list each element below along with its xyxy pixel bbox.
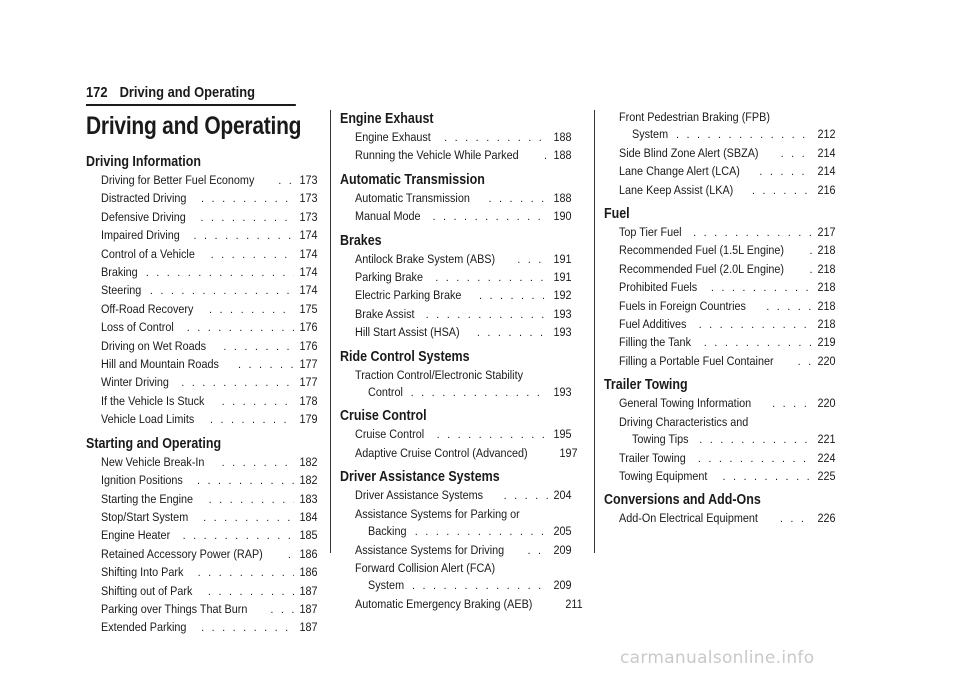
toc-page-number: 191: [553, 251, 572, 266]
toc-entry[interactable]: [604, 298, 836, 316]
dot-leader: [772, 396, 812, 413]
toc-entry-title: Brake Assist: [355, 306, 415, 321]
toc-entry-title: Winter Driving: [101, 375, 169, 390]
toc-entry[interactable]: [86, 564, 318, 582]
dot-leader: [527, 543, 548, 560]
toc-entry-title: Automatic Emergency Braking (AEB): [355, 596, 533, 611]
dot-leader: [759, 164, 812, 181]
toc-entry[interactable]: [86, 264, 318, 282]
toc-entry[interactable]: [340, 208, 572, 226]
toc-page-number: 188: [553, 130, 572, 144]
toc-page-number: 209: [553, 578, 572, 593]
toc-section-heading: Brakes: [340, 232, 382, 249]
toc-entry[interactable]: [604, 468, 836, 486]
dot-leader: [412, 578, 548, 595]
toc-entry-title: Lane Keep Assist (LKA): [619, 182, 734, 197]
toc-entry[interactable]: [604, 334, 836, 352]
dot-leader: [197, 473, 295, 490]
toc-entry-title: Extended Parking: [101, 620, 187, 635]
toc-page-number: 218: [817, 243, 836, 258]
dot-leader: [544, 148, 549, 165]
toc-page-number: 220: [817, 353, 836, 368]
toc-entry[interactable]: [86, 472, 318, 490]
toc-page-number: 193: [553, 306, 572, 321]
dot-leader: [477, 325, 549, 342]
column-divider: [330, 110, 331, 553]
toc-entry-title: Retained Accessory Power (RAP): [101, 546, 263, 561]
dot-leader: [222, 394, 295, 411]
toc-section-heading: Engine Exhaust: [340, 111, 434, 127]
toc-section-heading: Driver Assistance Systems: [340, 469, 500, 486]
toc-entry-title: Traction Control/Electronic Stability: [355, 367, 523, 382]
dot-leader: [810, 262, 813, 279]
toc-entry-title: General Towing Information: [619, 396, 752, 411]
toc-entry-title: Fuel Additives: [619, 317, 687, 332]
dot-leader: [201, 191, 294, 208]
toc-entry-title: Antilock Brake System (ABS): [355, 251, 496, 266]
toc-entry-title: Assistance Systems for Driving: [355, 542, 505, 557]
toc-entry-title: Running the Vehicle While Parked: [355, 148, 519, 163]
toc-entry[interactable]: [604, 109, 836, 145]
toc-page-number: 177: [299, 375, 318, 390]
toc-page-number: 218: [817, 317, 836, 332]
toc-entry[interactable]: [340, 287, 572, 305]
dot-leader: [489, 191, 549, 208]
toc-entry[interactable]: [340, 129, 572, 147]
dot-leader: [752, 183, 813, 200]
toc-entry-title: Driving for Better Fuel Economy: [101, 173, 255, 187]
column-divider: [594, 110, 595, 553]
toc-entry-title-continued: Towing Tips: [632, 432, 689, 447]
toc-entry[interactable]: [86, 411, 318, 429]
dot-leader: [698, 451, 813, 468]
toc-page-number: 187: [299, 620, 318, 635]
dot-leader: [203, 510, 294, 527]
toc-page-number: 179: [299, 412, 318, 427]
toc-entry-title: Recommended Fuel (2.0L Engine): [619, 261, 785, 276]
toc-entry-title-continued: Control: [368, 385, 403, 400]
toc-section: [340, 231, 572, 343]
toc-section: [604, 490, 836, 528]
toc-entry-title: Off-Road Recovery: [101, 301, 194, 316]
toc-entry[interactable]: [86, 393, 318, 411]
toc-entry[interactable]: [86, 338, 318, 356]
toc-section: [340, 109, 572, 166]
toc-entry[interactable]: [86, 282, 318, 300]
dot-leader: [704, 335, 813, 352]
dot-leader: [209, 302, 294, 319]
watermark: carmanualsonline.info: [620, 648, 815, 668]
toc-page-number: 191: [553, 270, 572, 285]
toc-entry-title: Filling the Tank: [619, 335, 691, 350]
toc-page-number: 174: [299, 283, 318, 298]
toc-entry[interactable]: [604, 316, 836, 334]
toc-section-heading: Starting and Operating: [86, 435, 222, 452]
toc-entry-title-continued: System: [632, 127, 669, 142]
toc-entry-title: Manual Mode: [355, 209, 421, 224]
toc-entry[interactable]: [86, 301, 318, 319]
toc-page-number: 221: [817, 432, 836, 447]
toc-section: [604, 109, 836, 200]
toc-entry-title: Engine Heater: [101, 528, 171, 543]
toc-entry-title: Adaptive Cruise Control (Advanced): [355, 445, 528, 460]
toc-entry-title: Cruise Control: [355, 427, 425, 442]
toc-entry-title: Shifting out of Park: [101, 583, 193, 598]
toc-page-number: 173: [299, 209, 318, 224]
toc-entry-title: Stop/Start System: [101, 509, 189, 524]
running-head: [86, 84, 296, 106]
toc-entry[interactable]: [86, 172, 318, 190]
toc-entry[interactable]: [86, 374, 318, 392]
toc-entry[interactable]: [86, 209, 318, 227]
toc-entry[interactable]: [86, 356, 318, 374]
toc-entry[interactable]: [86, 190, 318, 208]
toc-entry[interactable]: [340, 190, 572, 208]
toc-section: [86, 434, 318, 638]
toc-section-heading: Fuel: [604, 206, 630, 223]
dot-leader: [699, 432, 812, 449]
toc-entry[interactable]: [604, 279, 836, 297]
toc-entry[interactable]: [340, 324, 572, 342]
toc-entry[interactable]: [340, 445, 578, 463]
toc-page-number: 174: [299, 265, 318, 280]
toc-entry-title: Fuels in Foreign Countries: [619, 298, 746, 313]
dot-leader: [223, 339, 294, 356]
toc-entry-title: Driving on Wet Roads: [101, 338, 207, 353]
dot-leader: [479, 288, 549, 305]
chapter-title: Driving and Operating: [86, 112, 302, 140]
toc-entry-title: Prohibited Fuels: [619, 280, 698, 295]
toc-section-heading: Driving Information: [86, 154, 202, 170]
toc-page-number: 226: [817, 511, 836, 526]
toc-entry[interactable]: [340, 542, 572, 560]
toc-entry[interactable]: [604, 353, 836, 371]
dot-leader: [198, 565, 295, 582]
toc-entry[interactable]: [340, 306, 572, 324]
toc-page-number: 192: [553, 288, 572, 303]
toc-page-number: 218: [817, 280, 836, 295]
toc-entry-title: Driving Characteristics and: [619, 414, 749, 429]
toc-entry-title: Parking Brake: [355, 270, 423, 285]
toc-entry[interactable]: [86, 319, 318, 337]
dot-leader: [415, 524, 549, 541]
toc-section: [604, 204, 836, 371]
dot-leader: [766, 299, 812, 316]
toc-page-number: 204: [553, 488, 572, 503]
toc-section-heading: Cruise Control: [340, 408, 427, 425]
toc-section: [604, 375, 836, 486]
toc-section: [340, 170, 572, 227]
toc-entry-title: Steering: [101, 283, 142, 298]
dot-leader: [183, 528, 295, 545]
toc-entry[interactable]: [604, 450, 836, 468]
toc-entry-title-continued: Backing: [368, 524, 407, 539]
toc-entry-title: Filling a Portable Fuel Container: [619, 353, 774, 368]
toc-entry-title: Top Tier Fuel: [619, 225, 682, 240]
dot-leader: [150, 283, 295, 300]
toc-entry-title: Ignition Positions: [101, 473, 183, 488]
dot-leader: [181, 375, 294, 392]
toc-entry-title: Impaired Driving: [101, 228, 180, 243]
toc-section: [340, 467, 583, 614]
toc-entry-title: Electric Parking Brake: [355, 288, 462, 303]
toc-entry-title: Vehicle Load Limits: [101, 412, 195, 427]
toc-page-number: 220: [817, 396, 836, 411]
toc-entry-title: Defensive Driving: [101, 209, 186, 224]
toc-entry[interactable]: [340, 147, 572, 165]
dot-leader: [433, 209, 549, 226]
toc-page-number: 178: [299, 393, 318, 408]
toc-page-number: 183: [299, 491, 318, 506]
dot-leader: [676, 127, 812, 144]
dot-leader: [278, 173, 294, 190]
dot-leader: [693, 225, 812, 242]
toc-entry-title: Loss of Control: [101, 320, 174, 335]
dot-leader: [200, 210, 294, 227]
dot-leader: [798, 354, 813, 371]
toc-page-number: 214: [817, 164, 836, 179]
toc-entry[interactable]: [604, 395, 836, 413]
toc-page-number: 216: [817, 182, 836, 197]
dot-leader: [444, 130, 548, 147]
toc-entry[interactable]: [86, 583, 318, 601]
toc-page-number: 186: [299, 565, 318, 580]
toc-entry-title-continued: System: [368, 578, 405, 593]
toc-entry-title: Hill Start Assist (HSA): [355, 325, 460, 340]
dot-leader: [411, 385, 549, 402]
toc-entry[interactable]: [340, 506, 572, 542]
dot-leader: [504, 488, 549, 505]
toc-page-number: 187: [299, 583, 318, 598]
toc-page-number: 186: [299, 546, 318, 561]
toc-entry[interactable]: [340, 487, 572, 505]
toc-page-number: 225: [817, 468, 836, 483]
toc-page-number: 174: [299, 228, 318, 243]
toc-column-2: [340, 109, 583, 618]
toc-section-heading: Trailer Towing: [604, 377, 688, 394]
toc-entry[interactable]: [604, 261, 836, 279]
toc-entry-title: Braking: [101, 265, 138, 280]
dot-leader: [208, 584, 295, 601]
toc-section: [340, 406, 578, 463]
toc-entry[interactable]: [86, 246, 318, 264]
toc-section: [86, 152, 318, 430]
toc-entry-title: Shifting Into Park: [101, 565, 184, 580]
toc-page-number: 195: [553, 427, 572, 442]
toc-page-number: 175: [299, 301, 318, 316]
toc-entry-title: If the Vehicle Is Stuck: [101, 393, 205, 408]
toc-page-number: 217: [817, 225, 836, 240]
toc-page-number: 182: [299, 473, 318, 488]
toc-entry[interactable]: [604, 242, 836, 260]
toc-entry-title: Engine Exhaust: [355, 130, 431, 144]
toc-entry-title: Trailer Towing: [619, 450, 686, 465]
toc-entry[interactable]: [86, 546, 318, 564]
toc-entry-title: Recommended Fuel (1.5L Engine): [619, 243, 785, 258]
toc-entry-title: Towing Equipment: [619, 468, 708, 483]
toc-page-number: 205: [553, 524, 572, 539]
toc-entry[interactable]: [340, 367, 572, 403]
toc-page-number: 218: [817, 298, 836, 313]
toc-entry[interactable]: [86, 227, 318, 245]
dot-leader: [238, 357, 294, 374]
toc-entry[interactable]: [604, 145, 836, 163]
toc-entry[interactable]: [86, 619, 318, 637]
toc-entry[interactable]: [340, 251, 572, 269]
toc-section-heading: Conversions and Add-Ons: [604, 492, 761, 509]
toc-page-number: 197: [559, 445, 578, 460]
dot-leader: [435, 270, 548, 287]
dot-leader: [780, 511, 813, 528]
toc-page-number: 176: [299, 320, 318, 335]
toc-page-number: 184: [299, 509, 318, 524]
toc-entry[interactable]: [86, 509, 318, 527]
toc-entry[interactable]: [604, 414, 836, 450]
toc-page-number: 219: [817, 335, 836, 350]
toc-entry-title: Distracted Driving: [101, 191, 187, 206]
toc-entry-title: New Vehicle Break-In: [101, 454, 205, 469]
dot-leader: [426, 307, 549, 324]
dot-leader: [437, 427, 549, 444]
dot-leader: [288, 547, 295, 564]
running-head-title: Driving and Operating: [119, 84, 256, 101]
toc-entry[interactable]: [86, 601, 318, 619]
toc-page-number: 188: [553, 148, 572, 163]
dot-leader: [270, 602, 294, 619]
toc-page-number: 182: [299, 454, 318, 469]
toc-page-number: 173: [299, 191, 318, 206]
toc-entry-title: Driver Assistance Systems: [355, 488, 484, 503]
dot-leader: [194, 228, 295, 245]
toc-entry-title: Control of a Vehicle: [101, 246, 195, 261]
dot-leader: [146, 265, 295, 282]
toc-page-number: 177: [299, 357, 318, 372]
toc-entry[interactable]: [86, 527, 318, 545]
dot-leader: [699, 317, 813, 334]
toc-entry[interactable]: [86, 454, 318, 472]
toc-entry[interactable]: [340, 426, 572, 444]
toc-entry[interactable]: [604, 224, 836, 242]
toc-section-heading: Automatic Transmission: [340, 171, 485, 188]
toc-section: [340, 347, 572, 403]
toc-entry-title: Starting the Engine: [101, 491, 194, 506]
toc-entry-title: Front Pedestrian Braking (FPB): [619, 110, 770, 124]
dot-leader: [810, 243, 813, 260]
toc-entry-title: Lane Change Alert (LCA): [619, 164, 740, 179]
toc-entry[interactable]: [604, 182, 836, 200]
toc-entry[interactable]: [604, 163, 836, 181]
toc-page-number: 218: [817, 261, 836, 276]
dot-leader: [211, 247, 295, 264]
toc-entry-title: Automatic Transmission: [355, 190, 470, 205]
toc-entry[interactable]: [86, 491, 318, 509]
toc-entry-title: Side Blind Zone Alert (SBZA): [619, 145, 759, 160]
toc-entry[interactable]: [340, 596, 583, 614]
dot-leader: [187, 320, 295, 337]
toc-entry-title: Assistance Systems for Parking or: [355, 506, 520, 521]
toc-entry[interactable]: [340, 269, 572, 287]
toc-page-number: 193: [553, 385, 572, 400]
toc-page-number: 173: [299, 173, 318, 187]
toc-page-number: 187: [299, 601, 318, 616]
toc-page-number: 188: [553, 190, 572, 205]
toc-column-3: [604, 109, 836, 533]
toc-page-number: 214: [817, 145, 836, 160]
toc-page-number: 212: [817, 127, 836, 142]
toc-page-number: 224: [817, 450, 836, 465]
toc-page-number: 190: [553, 209, 572, 224]
toc-column-1: [86, 152, 318, 642]
page-number: 172: [86, 84, 108, 101]
dot-leader: [781, 146, 813, 163]
dot-leader: [722, 469, 812, 486]
toc-entry[interactable]: [604, 510, 836, 528]
toc-page-number: 174: [299, 246, 318, 261]
dot-leader: [711, 280, 813, 297]
toc-entry-title: Forward Collision Alert (FCA): [355, 560, 496, 575]
dot-leader: [210, 412, 295, 429]
dot-leader: [222, 455, 295, 472]
toc-entry-title: Parking over Things That Burn: [101, 601, 248, 616]
toc-entry[interactable]: [340, 560, 572, 596]
dot-leader: [209, 492, 295, 509]
dot-leader: [201, 620, 294, 637]
toc-page-number: 193: [553, 325, 572, 340]
dot-leader: [517, 252, 548, 269]
toc-entry-title: Hill and Mountain Roads: [101, 357, 219, 372]
toc-page-number: 211: [564, 596, 583, 611]
toc-entry-title: Add-On Electrical Equipment: [619, 511, 758, 526]
toc-page-number: 209: [553, 542, 572, 557]
toc-page-number: 176: [299, 338, 318, 353]
toc-page-number: 185: [299, 528, 318, 543]
toc-section-heading: Ride Control Systems: [340, 348, 470, 365]
